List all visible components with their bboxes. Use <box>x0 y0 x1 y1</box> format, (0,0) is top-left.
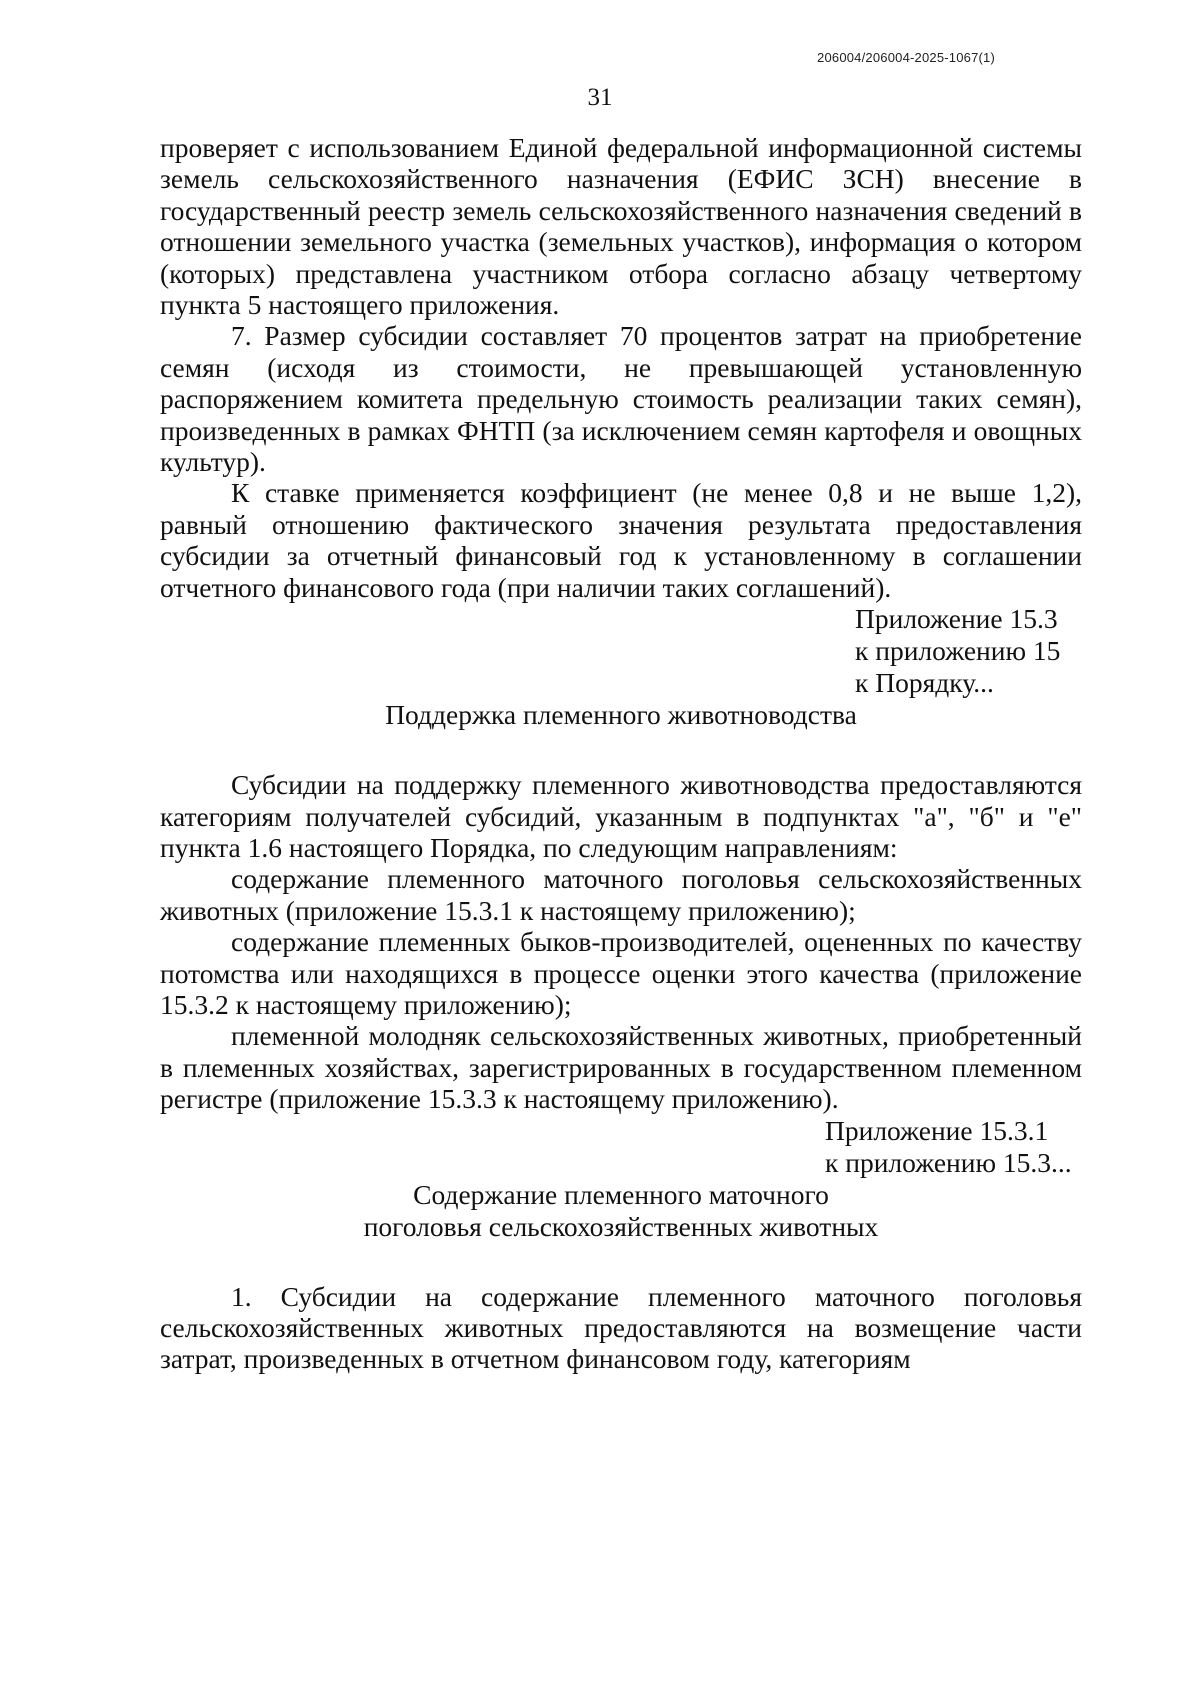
section-heading-maternal-stock <box>160 1179 1082 1243</box>
paragraph-direction-young-stock: племенной молодняк сельскохозяйственных животных, приобретенный в племенных хозяйствах, зарегистрированных в государственном племенном регистре (приложение 15.3.3 к настоящему приложению). <box>160 1020 1082 1115</box>
paragraph-coefficient: К ставке применяется коэффициент (не менее 0,8 и не выше 1,2), равный отношению фактического значения результата предоставления субсидии за отчетный финансовый год к установленному в соглашении отчетного финансового года (при наличии таких соглашений). <box>160 477 1082 603</box>
appendix-reference-15-3-1 <box>160 1115 1082 1179</box>
heading-line: Содержание племенного маточного <box>413 1178 829 1210</box>
document-id: 206004/206004-2025-1067(1) <box>817 50 995 65</box>
paragraph-subsidy-directions: Субсидии на поддержку племенного животноводства предоставляются категориям получателей субсидий, указанным в подпунктах "а", "б" и "е" пункта 1.6 настоящего Порядка, по следующим направлениям: <box>160 769 1082 863</box>
appendix-line: Приложение 15.3 <box>855 603 1058 635</box>
appendix-line: к приложению 15 <box>855 635 1061 667</box>
appendix-reference-15-3 <box>160 603 1082 699</box>
paragraph-direction-maternal-stock: содержание племенного маточного поголовья сельскохозяйственных животных (приложение 15.3.1 к настоящему приложению); <box>160 863 1082 926</box>
paragraph-subsidy-size: 7. Размер субсидии составляет 70 процентов затрат на приобретение семян (исходя из стоимости, не превышающей установленную распоряжением комитета предельную стоимость реализации таких семян), произведенных в рамках ФНТП (за исключением семян картофеля и овощных культур). <box>160 320 1082 478</box>
appendix-line: Приложение 15.3.1 <box>825 1114 1049 1146</box>
paragraph-direction-bulls: содержание племенных быков-производителей, оцененных по качеству потомства или находящихся в процессе оценки этого качества (приложение 15.3.2 к настоящему приложению); <box>160 926 1082 1020</box>
section-heading-breeding-support: Поддержка племенного животноводства <box>385 699 857 731</box>
heading-line: поголовья сельскохозяйственных животных <box>363 1210 879 1242</box>
document-body <box>160 132 1082 1375</box>
appendix-line: к Порядку... <box>855 667 994 699</box>
paragraph-maternal-stock-subsidy: 1. Субсидии на содержание племенного маточного поголовья сельскохозяйственных животных предоставляются на возмещение части затрат, произведенных в отчетном финансовом году, категориям <box>160 1280 1082 1375</box>
page-number: 31 <box>587 84 613 111</box>
paragraph-efis-check: проверяет с использованием Единой федеральной информационной системы земель сельскохозяйственного назначения (ЕФИС ЗСН) внесение в государственный реестр земель сельскохозяйственного назначения сведений в отношении земельного участка (земельных участков), информация о котором (которых) представлена участником отбора согласно абзацу четвертому пункта 5 настоящего приложения. <box>160 132 1082 321</box>
appendix-line: к приложению 15.3... <box>825 1146 1072 1178</box>
